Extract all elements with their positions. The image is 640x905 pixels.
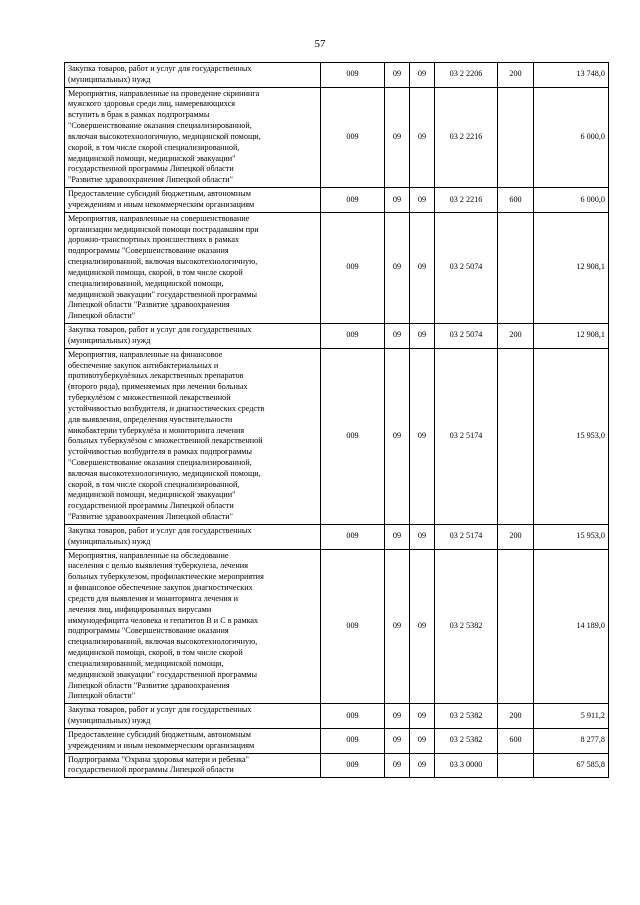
ministry-code: 009 [321, 87, 385, 187]
section-code: 09 [385, 212, 410, 323]
amount: 15 953,0 [534, 348, 609, 524]
section-code: 09 [385, 87, 410, 187]
row-name: Предоставление субсидий бюджетным, автономным учреждениям и иным некоммерческим организациям [65, 188, 321, 213]
subsection-code: 09 [410, 753, 435, 778]
table-row [65, 704, 609, 729]
ministry-code: 009 [321, 324, 385, 349]
amount: 12 908,1 [534, 212, 609, 323]
section-code: 09 [385, 63, 410, 88]
target-article: 03 2 5174 [435, 348, 498, 524]
expense-type [498, 753, 534, 778]
expense-type: 600 [498, 188, 534, 213]
table-row [65, 87, 609, 187]
row-name: Мероприятия, направленные на финансовое обеспечение закупок антибактериальных и противотуберкулёзных лекарственных препаратов (второго ряда), применяемых при лечении больных туберкулёзом с множественной лекарственной устойчивостью возбудителя, и диагностических средств для выявления, определения чувствительности микобактерии туберкулёза и мониторинга лечения больных туберкулёзом с множественной лекарственной устойчивостью возбудителя в рамках подпрограммы "Совершенствование оказания специализированной, включая высокотехнологичную, медицинской помощи, скорой, в том числе скорой специализированной, медицинской помощи, медицинской эвакуации" государственной программы Липецкой области "Развитие здравоохранения Липецкой области" [65, 348, 321, 524]
section-code: 09 [385, 324, 410, 349]
expense-type: 600 [498, 728, 534, 753]
amount: 15 953,0 [534, 524, 609, 549]
row-name: Закупка товаров, работ и услуг для государственных (муниципальных) нужд [65, 704, 321, 729]
section-code: 09 [385, 704, 410, 729]
budget-table [64, 62, 609, 778]
amount: 8 277,8 [534, 728, 609, 753]
table-row [65, 524, 609, 549]
subsection-code: 09 [410, 549, 435, 704]
target-article: 03 2 2206 [435, 63, 498, 88]
subsection-code: 09 [410, 728, 435, 753]
table-row [65, 348, 609, 524]
section-code: 09 [385, 728, 410, 753]
ministry-code: 009 [321, 753, 385, 778]
subsection-code: 09 [410, 324, 435, 349]
table-row [65, 728, 609, 753]
section-code: 09 [385, 753, 410, 778]
table-row [65, 188, 609, 213]
target-article: 03 2 5382 [435, 549, 498, 704]
subsection-code: 09 [410, 188, 435, 213]
subsection-code: 09 [410, 348, 435, 524]
section-code: 09 [385, 524, 410, 549]
target-article: 03 2 5074 [435, 212, 498, 323]
target-article: 03 2 2216 [435, 188, 498, 213]
table-row [65, 753, 609, 778]
ministry-code: 009 [321, 704, 385, 729]
target-article: 03 2 5382 [435, 704, 498, 729]
amount: 67 585,8 [534, 753, 609, 778]
amount: 13 748,0 [534, 63, 609, 88]
section-code: 09 [385, 348, 410, 524]
row-name: Закупка товаров, работ и услуг для государственных (муниципальных) нужд [65, 324, 321, 349]
expense-type [498, 87, 534, 187]
subsection-code: 09 [410, 704, 435, 729]
table-row [65, 212, 609, 323]
row-name: Мероприятия, направленные на обследование населения с целью выявления туберкулеза, лечения больных туберкулезом, профилактические мероприятия и финансовое обеспечение закупок диагностических средств для выявления и мониторинга лечения и лечения лиц, инфицированных вирусами иммунодефицита человека и гепатитов В и С в рамках подпрограммы "Совершенствование оказания специализированной, включая высокотехнологичную, медицинской помощи, скорой, в том числе скорой специализированной, медицинской помощи, медицинской эвакуации" государственной программы Липецкой области "Развитие здравоохранения Липецкой области" [65, 549, 321, 704]
amount: 6 000,0 [534, 87, 609, 187]
row-name: Подпрограмма "Охрана здоровья матери и ребенка" государственной программы Липецкой области [65, 753, 321, 778]
amount: 5 911,2 [534, 704, 609, 729]
row-name: Закупка товаров, работ и услуг для государственных (муниципальных) нужд [65, 63, 321, 88]
table-row [65, 549, 609, 704]
ministry-code: 009 [321, 188, 385, 213]
subsection-code: 09 [410, 212, 435, 323]
table-row [65, 63, 609, 88]
page-number: 57 [314, 38, 326, 50]
ministry-code: 009 [321, 63, 385, 88]
amount: 6 000,0 [534, 188, 609, 213]
target-article: 03 2 5382 [435, 728, 498, 753]
amount: 12 908,1 [534, 324, 609, 349]
ministry-code: 009 [321, 524, 385, 549]
target-article: 03 2 5074 [435, 324, 498, 349]
expense-type [498, 348, 534, 524]
amount: 14 189,0 [534, 549, 609, 704]
target-article: 03 2 2216 [435, 87, 498, 187]
subsection-code: 09 [410, 524, 435, 549]
row-name: Предоставление субсидий бюджетным, автономным учреждениям и иным некоммерческим организациям [65, 728, 321, 753]
ministry-code: 009 [321, 212, 385, 323]
target-article: 03 2 5174 [435, 524, 498, 549]
target-article: 03 3 0000 [435, 753, 498, 778]
ministry-code: 009 [321, 348, 385, 524]
expense-type: 200 [498, 324, 534, 349]
ministry-code: 009 [321, 549, 385, 704]
row-name: Мероприятия, направленные на совершенствование организации медицинской помощи пострадавшим при дорожно-транспортных происшествиях в рамках подпрограммы "Совершенствование оказания специализированной, включая высокотехнологичную, медицинской помощи, скорой, в том числе скорой специализированной, медицинской помощи, медицинской эвакуации" государственной программы Липецкой области "Развитие здравоохранения Липецкой области" [65, 212, 321, 323]
expense-type [498, 212, 534, 323]
expense-type: 200 [498, 63, 534, 88]
row-name: Мероприятия, направленные на проведение скрининга мужского здоровья среди лиц, намеревающихся вступить в брак в рамках подпрограммы "Совершенствование оказания специализированной, включая высокотехнологичную, медицинской помощи, скорой, в том числе скорой специализированной, медицинской помощи, медицинской эвакуации" государственной программы Липецкой области "Развитие здравоохранения Липецкой области" [65, 87, 321, 187]
expense-type [498, 549, 534, 704]
section-code: 09 [385, 549, 410, 704]
subsection-code: 09 [410, 63, 435, 88]
ministry-code: 009 [321, 728, 385, 753]
row-name: Закупка товаров, работ и услуг для государственных (муниципальных) нужд [65, 524, 321, 549]
section-code: 09 [385, 188, 410, 213]
table-row [65, 324, 609, 349]
subsection-code: 09 [410, 87, 435, 187]
expense-type: 200 [498, 704, 534, 729]
expense-type: 200 [498, 524, 534, 549]
